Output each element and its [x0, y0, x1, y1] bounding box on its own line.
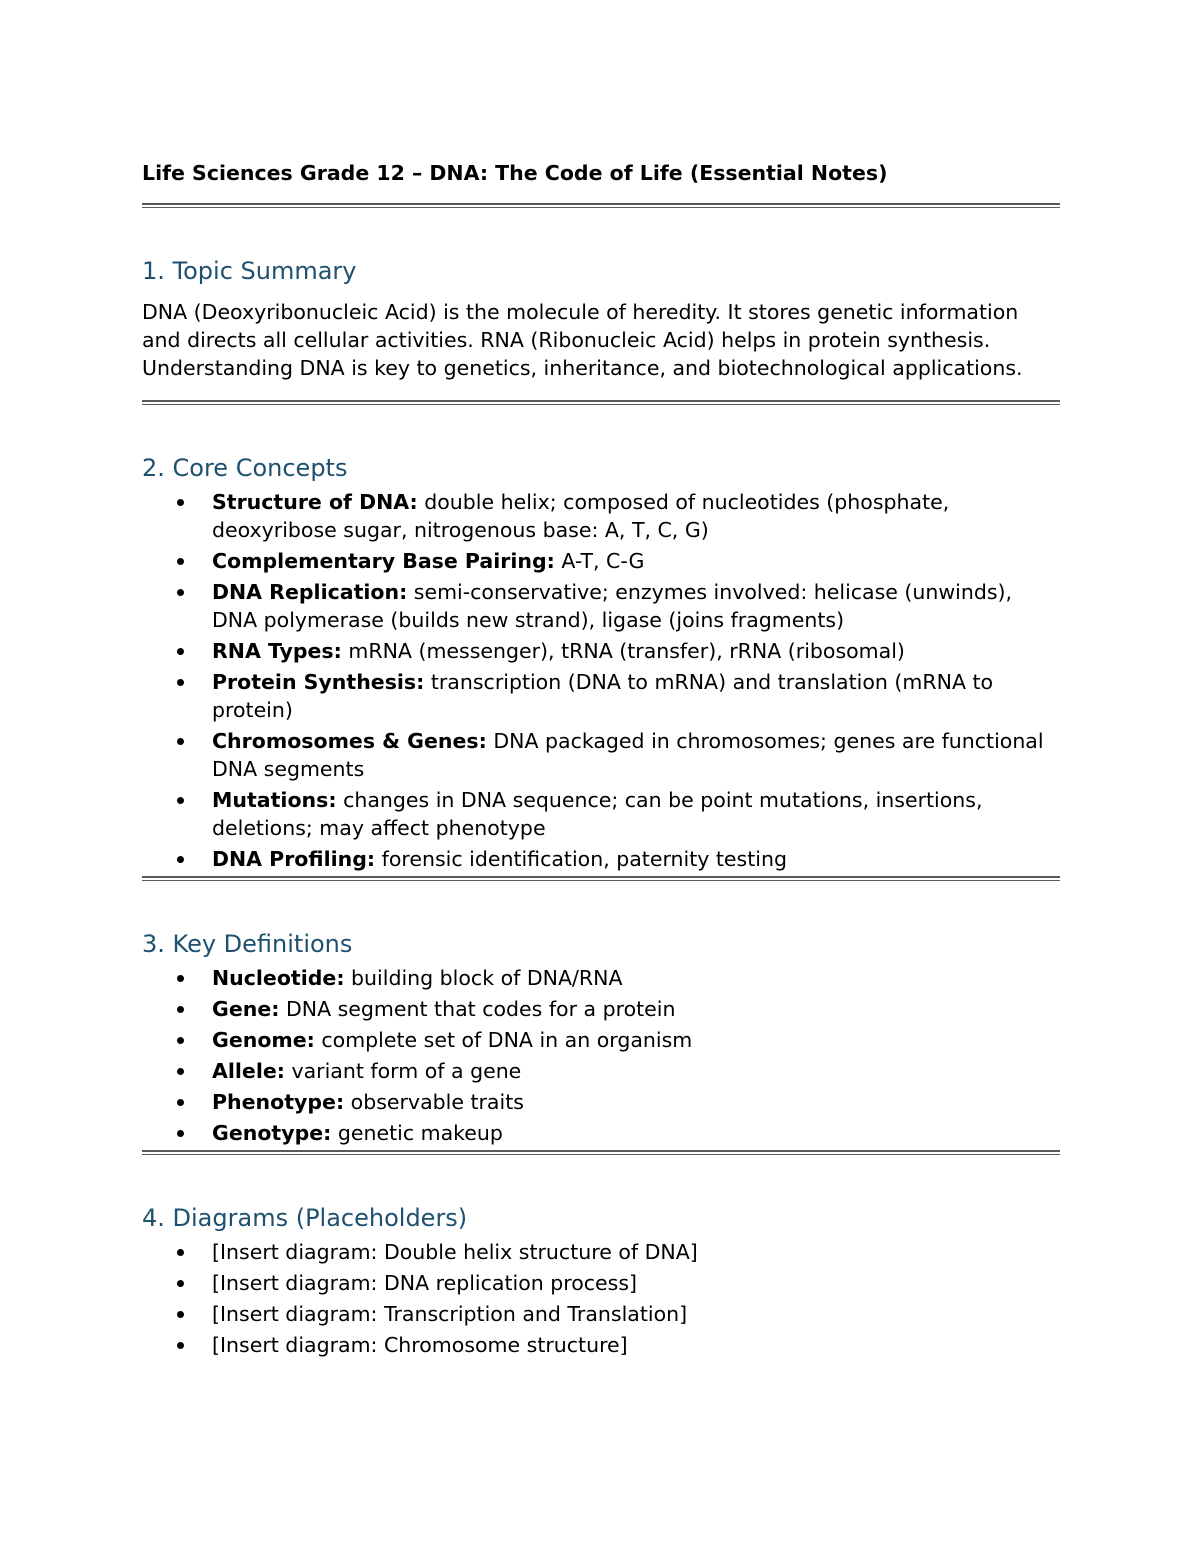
bullet-icon	[177, 648, 184, 655]
bullet-icon	[177, 1130, 184, 1137]
list-item-desc: transcription (DNA to mRNA) and translation (mRNA to protein)	[212, 670, 994, 722]
bullet-icon	[177, 975, 184, 982]
bullet-icon	[177, 558, 184, 565]
list-item-term: Mutations:	[212, 788, 337, 812]
list-item-desc: changes in DNA sequence; can be point mutations, insertions, deletions; may affect phenotype	[212, 788, 983, 840]
section-divider	[142, 400, 1060, 405]
list-item-term: Allele:	[212, 1059, 285, 1083]
bullet-icon	[177, 679, 184, 686]
list-item-desc: forensic identification, paternity testing	[375, 847, 787, 871]
list-item-desc: variant form of a gene	[284, 1059, 522, 1083]
bullet-icon	[177, 1068, 184, 1075]
list-item-term: Nucleotide:	[212, 966, 345, 990]
bullet-icon	[177, 589, 184, 596]
list-item	[142, 786, 1060, 842]
list-item-term: DNA Profiling:	[212, 847, 376, 871]
document-page	[142, 158, 1060, 1362]
bullet-icon	[177, 1249, 184, 1256]
list-item-term: Protein Synthesis:	[212, 670, 425, 694]
diagrams-list	[142, 1238, 1060, 1359]
list-item-desc: mRNA (messenger), tRNA (transfer), rRNA (ribosomal)	[341, 639, 905, 663]
list-item	[142, 578, 1060, 634]
list-item	[142, 1026, 1060, 1054]
list-item	[142, 488, 1060, 544]
list-item-term: RNA Types:	[212, 639, 342, 663]
list-item	[142, 668, 1060, 724]
diagram-placeholder-text: [Insert diagram: Transcription and Translation]	[212, 1302, 688, 1326]
bullet-icon	[177, 1280, 184, 1287]
list-item-desc: complete set of DNA in an organism	[314, 1028, 693, 1052]
section-heading-topic-summary: 1. Topic Summary	[142, 257, 357, 285]
list-item-term: Gene:	[212, 997, 280, 1021]
list-item-term: Chromosomes & Genes:	[212, 729, 487, 753]
list-item-desc: double helix; composed of nucleotides (phosphate, deoxyribose sugar, nitrogenous base: A, T, C, G)	[212, 490, 950, 542]
section-divider	[142, 876, 1060, 881]
diagram-placeholder-text: [Insert diagram: DNA replication process]	[212, 1271, 638, 1295]
list-item	[142, 1057, 1060, 1085]
list-item-desc: DNA packaged in chromosomes; genes are functional DNA segments	[212, 729, 1044, 781]
section-divider	[142, 203, 1060, 208]
list-item-desc: semi-conservative; enzymes involved: helicase (unwinds), DNA polymerase (builds new strand), ligase (joins fragments)	[212, 580, 1013, 632]
list-item-term: Structure of DNA:	[212, 490, 418, 514]
list-item	[142, 1269, 1060, 1297]
list-item	[142, 1119, 1060, 1147]
section-heading-key-definitions: 3. Key Definitions	[142, 930, 353, 958]
key-definitions-list	[142, 964, 1060, 1147]
list-item	[142, 1238, 1060, 1266]
bullet-icon	[177, 738, 184, 745]
list-item-desc: A-T, C-G	[554, 549, 645, 573]
list-item	[142, 1331, 1060, 1359]
topic-summary-text: DNA (Deoxyribonucleic Acid) is the molecule of heredity. It stores genetic information and directs all cellular activities. RNA (Ribonucleic Acid) helps in protein synthesis. Understanding DNA is key to genetics, inheritance, and biotechnological applications.	[142, 300, 1023, 380]
list-item	[142, 727, 1060, 783]
list-item-desc: building block of DNA/RNA	[344, 966, 623, 990]
list-item-term: Phenotype:	[212, 1090, 345, 1114]
section-heading-core-concepts: 2. Core Concepts	[142, 454, 348, 482]
document-title: Life Sciences Grade 12 – DNA: The Code of Life (Essential Notes)	[142, 161, 888, 185]
bullet-icon	[177, 856, 184, 863]
list-item	[142, 845, 1060, 873]
bullet-icon	[177, 1342, 184, 1349]
bullet-icon	[177, 1037, 184, 1044]
list-item-desc: DNA segment that codes for a protein	[279, 997, 676, 1021]
diagram-placeholder-text: [Insert diagram: Double helix structure of DNA]	[212, 1240, 698, 1264]
list-item-term: Complementary Base Pairing:	[212, 549, 555, 573]
core-concepts-list	[142, 488, 1060, 873]
bullet-icon	[177, 1006, 184, 1013]
section-divider	[142, 1150, 1060, 1155]
list-item	[142, 1300, 1060, 1328]
list-item-desc: observable traits	[344, 1090, 524, 1114]
bullet-icon	[177, 797, 184, 804]
list-item	[142, 995, 1060, 1023]
bullet-icon	[177, 1311, 184, 1318]
bullet-icon	[177, 1099, 184, 1106]
list-item-term: Genome:	[212, 1028, 315, 1052]
list-item	[142, 1088, 1060, 1116]
list-item-term: DNA Replication:	[212, 580, 408, 604]
list-item	[142, 547, 1060, 575]
diagram-placeholder-text: [Insert diagram: Chromosome structure]	[212, 1333, 628, 1357]
list-item	[142, 964, 1060, 992]
list-item-term: Genotype:	[212, 1121, 332, 1145]
bullet-icon	[177, 499, 184, 506]
list-item	[142, 637, 1060, 665]
section-heading-diagrams: 4. Diagrams (Placeholders)	[142, 1204, 468, 1232]
list-item-desc: genetic makeup	[331, 1121, 503, 1145]
